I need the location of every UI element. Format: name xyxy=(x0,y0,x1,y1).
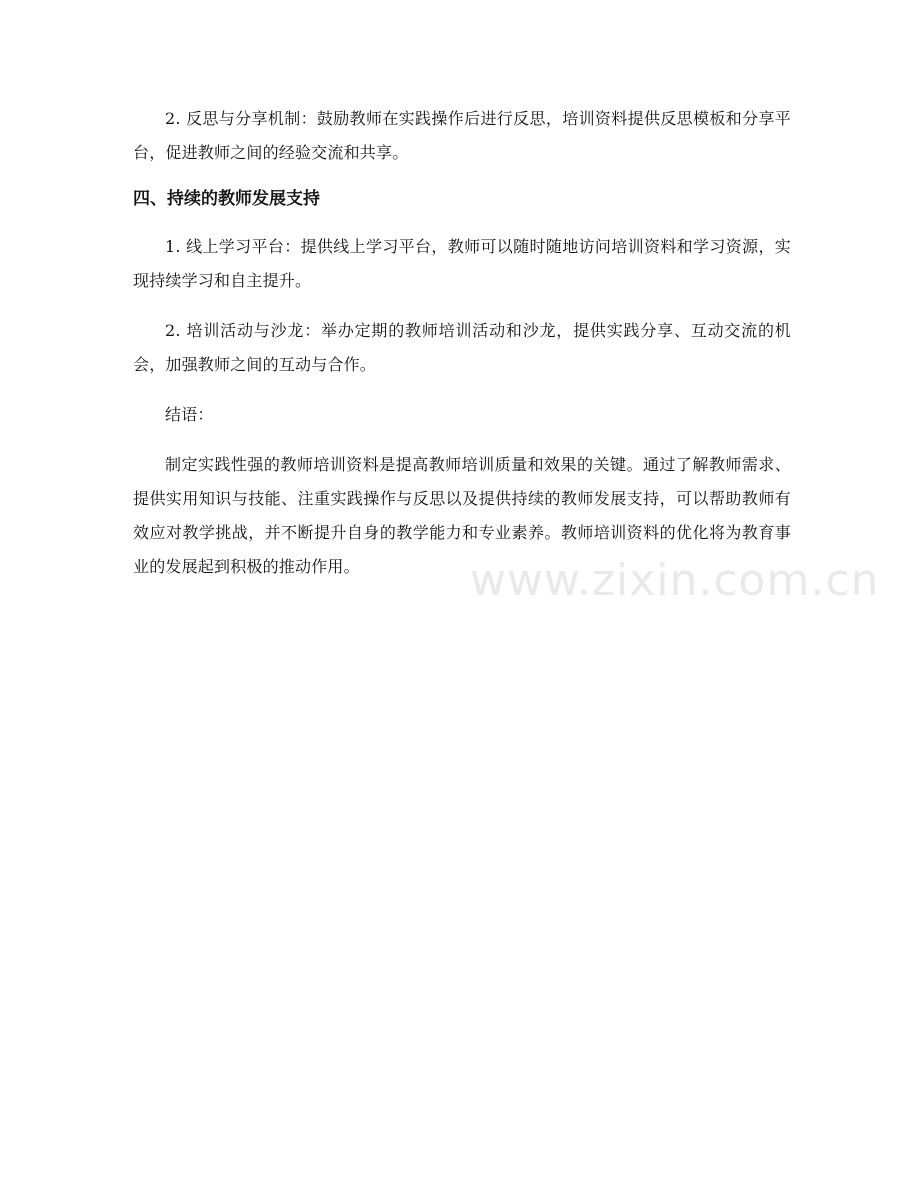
paragraph-training-salon: 2. 培训活动与沙龙：举办定期的教师培训活动和沙龙，提供实践分享、互动交流的机会，加强教师之间的互动与合作。 xyxy=(133,321,791,374)
conclusion-paragraph: 制定实践性强的教师培训资料是提高教师培训质量和效果的关键。通过了解教师需求、提供实用知识与技能、注重实践操作与反思以及提供持续的教师发展支持，可以帮助教师有效应对教学挑战，并不断提升自身的教学能力和专业素养。教师培训资料的优化将为教育事业的发展起到积极的推动作用。 xyxy=(133,455,791,576)
paragraph-reflection-sharing: 2. 反思与分享机制：鼓励教师在实践操作后进行反思，培训资料提供反思模板和分享平台，促进教师之间的经验交流和共享。 xyxy=(133,109,791,162)
section-heading-continuous-support: 四、持续的教师发展支持 xyxy=(133,189,320,209)
conclusion-label: 结语： xyxy=(165,405,214,424)
watermark-text: www.zixin.com.cn xyxy=(470,555,880,606)
document-content xyxy=(133,102,791,584)
paragraph-online-platform: 1. 线上学习平台：提供线上学习平台，教师可以随时随地访问培训资料和学习资源，实现持续学习和自主提升。 xyxy=(133,237,791,290)
